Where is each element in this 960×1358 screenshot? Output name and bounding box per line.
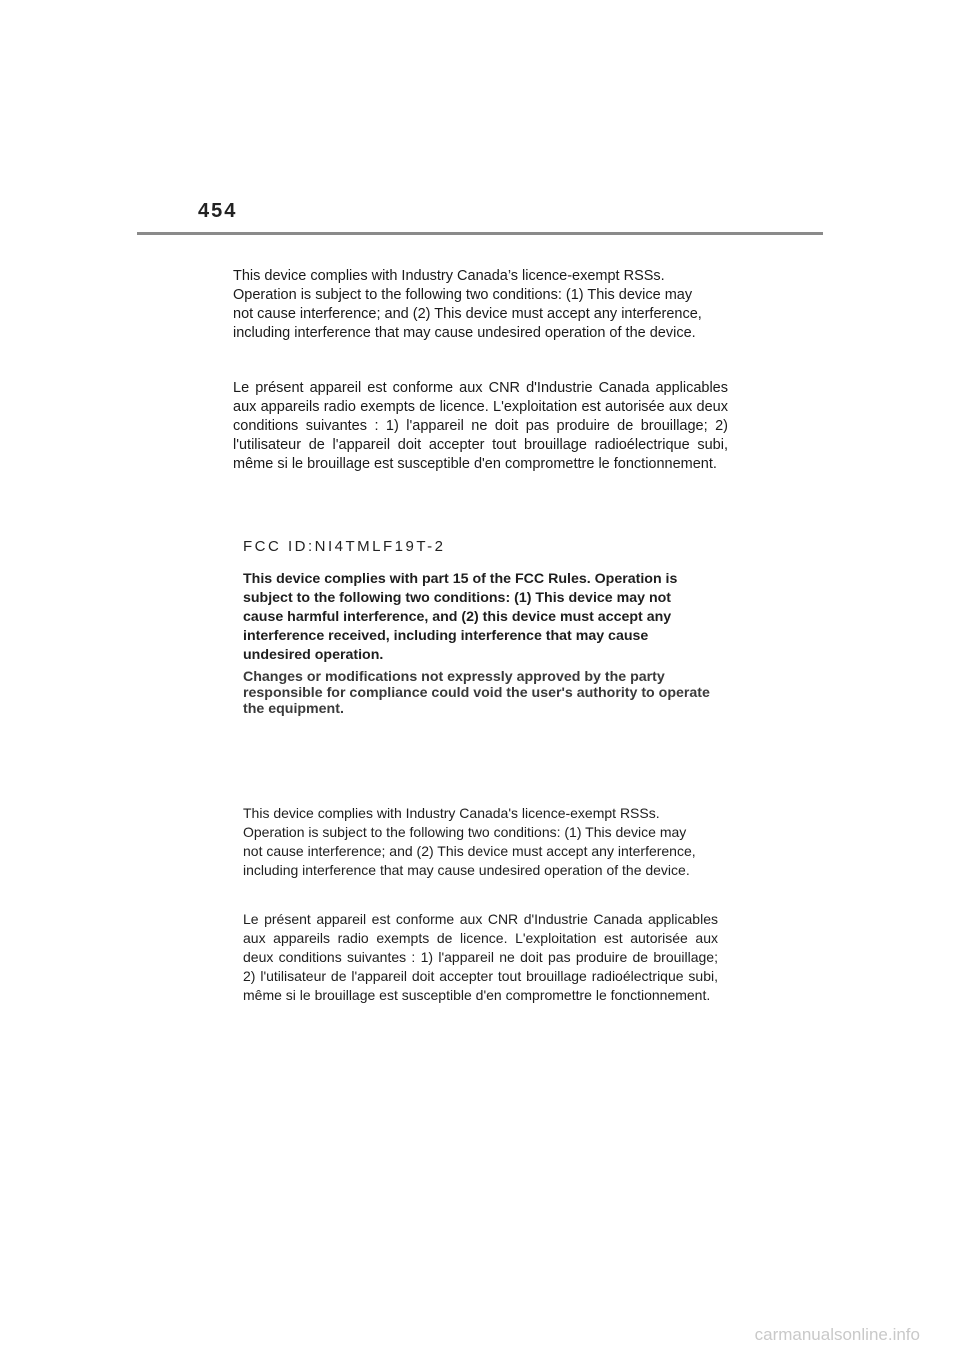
notice-paragraph: This device complies with Industry Canada’s licence-exempt RSSs. Operation is subject to the following two conditions: (1) This device may not cause interference; and (2) This device must accept any interference, including interference that may cause undesired operation of the device.	[233, 268, 702, 341]
notice-paragraph: This device complies with part 15 of the FCC Rules. Operation is subject to the following two conditions: (1) This device may not cause harmful interference, and (2) this device must accept any interference received, including interference that may cause undesired operation.	[243, 571, 678, 663]
industry-canada-notice-french	[233, 379, 728, 474]
fcc-compliance-statement	[243, 570, 713, 665]
notice-paragraph: Le présent appareil est conforme aux CNR d'Industrie Canada applicables aux appareils radio exempts de licence. L'exploitation est autorisée aux deux conditions suivantes : 1) l'appareil ne doit pas produire de brouillage; 2) l'utilisateur de l'appareil doit accepter tout brouillage radioélectrique subi, même si le brouillage est susceptible d'en compromettre le fonctionnement.	[233, 380, 728, 472]
fcc-id-label: FCC ID:NI4TMLF19T-2	[243, 538, 446, 555]
notice-paragraph: This device complies with Industry Canada's licence-exempt RSSs. Operation is subject to the following two conditions: (1) This device may not cause interference; and (2) This device must accept any interference, including interference that may cause undesired operation of the device.	[243, 805, 696, 878]
page-number: 454	[198, 200, 238, 222]
header-rule	[137, 232, 823, 235]
fcc-modification-warning	[243, 669, 713, 717]
label-industry-canada-notice-french	[243, 910, 718, 1005]
notice-paragraph: Changes or modifications not expressly approved by the party responsible for compliance could void the user's authority to operate the equipment.	[243, 669, 710, 717]
label-industry-canada-notice-english	[243, 804, 703, 880]
site-watermark: carmanualsonline.info	[754, 1325, 920, 1344]
industry-canada-notice-english	[233, 267, 713, 343]
notice-paragraph: Le présent appareil est conforme aux CNR d'Industrie Canada applicables aux appareils radio exempts de licence. L'exploitation est autorisée aux deux conditions suivantes : 1) l'appareil ne doit pas produire de brouillage; 2) l'utilisateur de l'appareil doit accepter tout brouillage radioélectrique subi, même si le brouillage est susceptible d'en compromettre le fonctionnement.	[243, 911, 718, 1003]
